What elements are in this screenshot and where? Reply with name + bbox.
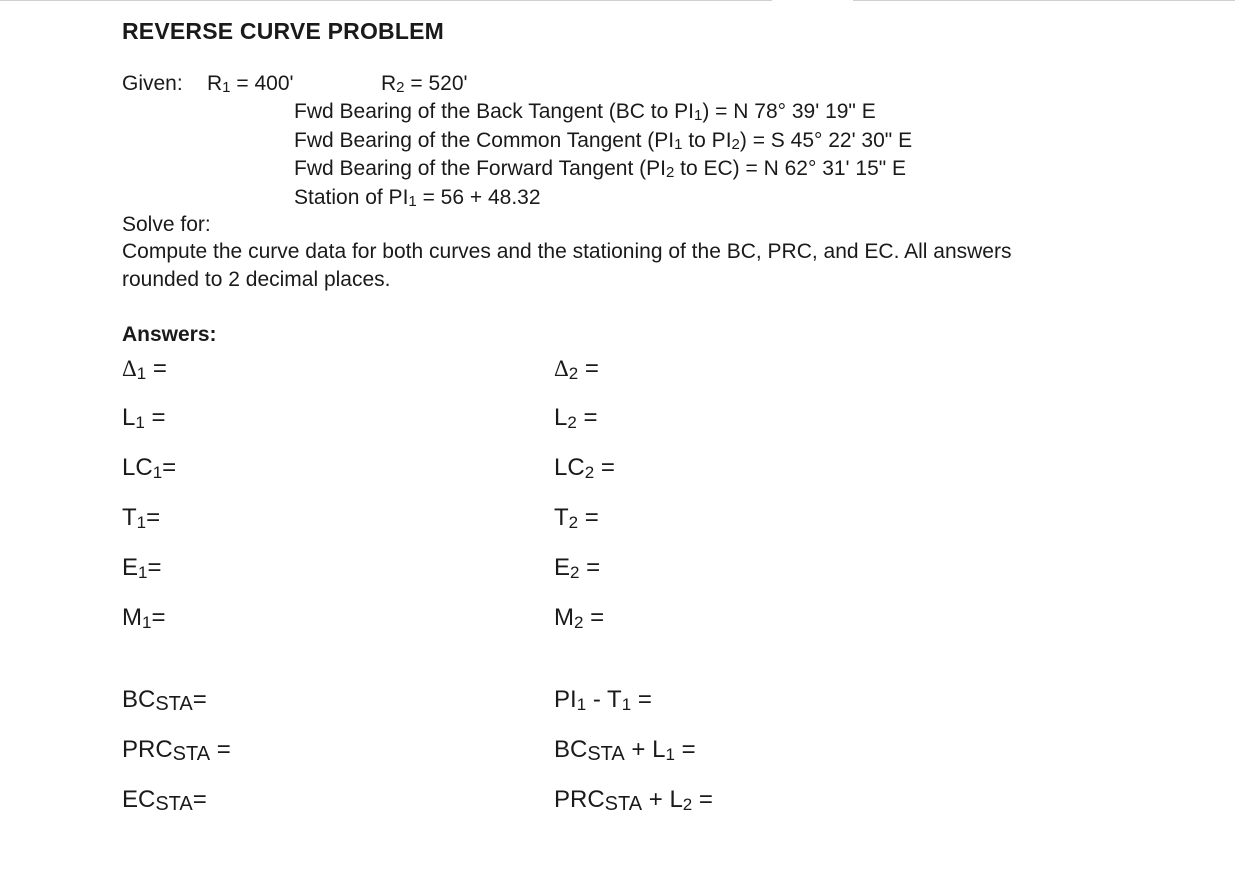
- answer-t2: T2 =: [554, 504, 599, 532]
- given-station-pi1: Station of PI1 = 56 + 48.32: [294, 186, 541, 210]
- answer-t1: T1=: [122, 504, 161, 532]
- top-border-right: [853, 0, 1235, 1]
- solve-instructions-line1: Compute the curve data for both curves and the stationing of the BC, PRC, and EC. All answers: [122, 240, 1012, 263]
- answer-lc1: LC1=: [122, 454, 177, 482]
- station-prc: PRCSTA =: [122, 736, 231, 765]
- solve-instructions-line2: rounded to 2 decimal places.: [122, 268, 391, 291]
- answer-l2: L2 =: [554, 404, 598, 432]
- given-label: Given:: [122, 72, 183, 95]
- station-bc-plus-l: BCSTA + L1 =: [554, 736, 696, 765]
- answers-heading: Answers:: [122, 323, 217, 346]
- solve-for-label: Solve for:: [122, 213, 211, 236]
- given-r1: R1 = 400': [207, 72, 294, 96]
- top-border-left: [0, 0, 772, 1]
- given-r2: R2 = 520': [381, 72, 468, 96]
- answer-lc2: LC2 =: [554, 454, 615, 482]
- document-title: REVERSE CURVE PROBLEM: [122, 18, 444, 44]
- station-ec: ECSTA=: [122, 786, 207, 815]
- given-forward-tangent: Fwd Bearing of the Forward Tangent (PI2 to EC) = N 62° 31' 15" E: [294, 157, 907, 181]
- answer-l1: L1 =: [122, 404, 166, 432]
- answer-m1: M1=: [122, 604, 166, 632]
- answer-e2: E2 =: [554, 554, 601, 582]
- answer-delta1: Δ1 =: [122, 355, 167, 383]
- station-pi-minus-t: PI1 - T1 =: [554, 686, 652, 714]
- station-bc: BCSTA=: [122, 686, 207, 715]
- answer-e1: E1=: [122, 554, 162, 582]
- given-common-tangent: Fwd Bearing of the Common Tangent (PI1 to PI2) = S 45° 22' 30" E: [294, 129, 913, 153]
- station-prc-plus-l: PRCSTA + L2 =: [554, 786, 713, 815]
- answer-delta2: Δ2 =: [554, 355, 599, 383]
- given-back-tangent: Fwd Bearing of the Back Tangent (BC to PI1) = N 78° 39' 19" E: [294, 100, 876, 124]
- answer-m2: M2 =: [554, 604, 605, 632]
